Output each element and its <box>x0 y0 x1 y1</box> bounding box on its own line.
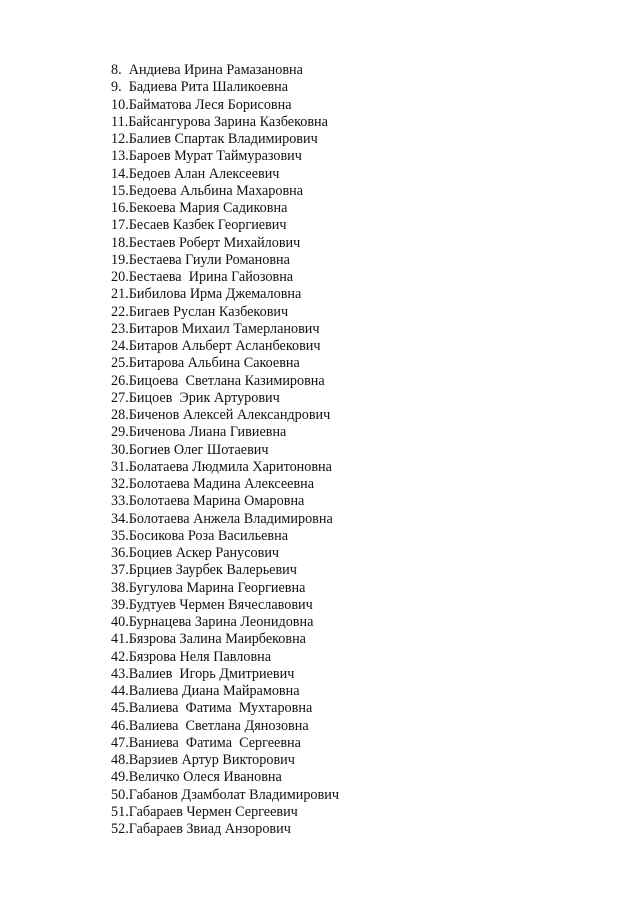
list-item: 11.Байсангурова Зарина Казбековна <box>111 113 328 130</box>
list-item: 48.Варзиев Артур Викторович <box>111 752 295 768</box>
list-item: 22.Бигаев Руслан Казбекович <box>111 303 289 320</box>
list-item: 23.Битаров Михаил Тамерланович <box>111 320 320 337</box>
list-item: 26.Бицоева Светлана Казимировна <box>111 372 325 389</box>
list-item: 35.Босикова Роза Васильевна <box>111 527 289 544</box>
list-item: 38.Бугулова Марина Георгиевна <box>111 579 306 596</box>
list-item: 34.Болотаева Анжела Владимировна <box>111 510 333 527</box>
list-item: 44.Валиева Диана Майрамовна <box>111 683 300 699</box>
list-item: 27.Бицоев Эрик Артурович <box>111 389 280 406</box>
list-item: 17.Бесаев Казбек Георгиевич <box>111 217 287 234</box>
list-item: 28.Биченов Алексей Александрович <box>111 407 331 423</box>
list-item: 21.Бибилова Ирма Джемаловна <box>111 286 302 303</box>
list-item: 37.Брциев Заурбек Валерьевич <box>111 562 297 579</box>
list-item: 41.Бязрова Залина Маирбековна <box>111 631 306 648</box>
list-item: 45.Валиева Фатима Мухтаровна <box>111 700 313 717</box>
list-item: 36.Боциев Аскер Ранусович <box>111 545 280 561</box>
list-item: 40.Бурнацева Зарина Леонидовна <box>111 614 314 630</box>
list-item: 32.Болотаева Мадина Алексеевна <box>111 476 315 492</box>
list-item: 13.Бароев Мурат Таймуразович <box>111 148 302 165</box>
list-item: 42.Бязрова Неля Павловна <box>111 648 272 665</box>
list-item: 14.Бедоев Алан Алексеевич <box>111 165 280 182</box>
list-item: 29.Биченова Лиана Гивиевна <box>111 424 287 441</box>
list-item: 49.Величко Олеся Ивановна <box>111 769 282 786</box>
list-item: 47.Ваниева Фатима Сергеевна <box>111 734 301 751</box>
list-item: 9. Бадиева Рита Шаликоевна <box>111 79 289 96</box>
list-item: 20.Бестаева Ирина Гайозовна <box>111 269 294 285</box>
list-item: 25.Битарова Альбина Сакоевна <box>111 355 300 372</box>
list-item: 19.Бестаева Гиули Романовна <box>111 251 290 268</box>
list-item: 51.Габараев Чермен Сергеевич <box>111 803 298 820</box>
list-item: 39.Будтуев Чермен Вячеславович <box>111 596 313 613</box>
list-item: 8. Андиева Ирина Рамазановна <box>111 62 303 78</box>
list-item: 24.Битаров Альберт Асланбекович <box>111 338 321 354</box>
list-item: 18.Бестаев Роберт Михайлович <box>111 234 301 251</box>
list-item: 31.Болатаева Людмила Харитоновна <box>111 458 332 475</box>
list-item: 46.Валиева Светлана Дянозовна <box>111 717 309 734</box>
list-item: 43.Валиев Игорь Дмитриевич <box>111 665 295 682</box>
list-item: 30.Богиев Олег Шотаевич <box>111 441 269 458</box>
list-item: 16.Бекоева Мария Садиковна <box>111 200 288 216</box>
list-item: 12.Балиев Спартак Владимирович <box>111 131 318 147</box>
list-item: 52.Габараев Звиад Анзорович <box>111 821 291 837</box>
list-item: 10.Байматова Леся Борисовна <box>111 96 292 113</box>
list-item: 33.Болотаева Марина Омаровна <box>111 493 305 510</box>
list-item: 50.Габанов Дзамболат Владимирович <box>111 786 339 803</box>
list-item: 15.Бедоева Альбина Махаровна <box>111 182 304 199</box>
name-list <box>111 62 339 838</box>
